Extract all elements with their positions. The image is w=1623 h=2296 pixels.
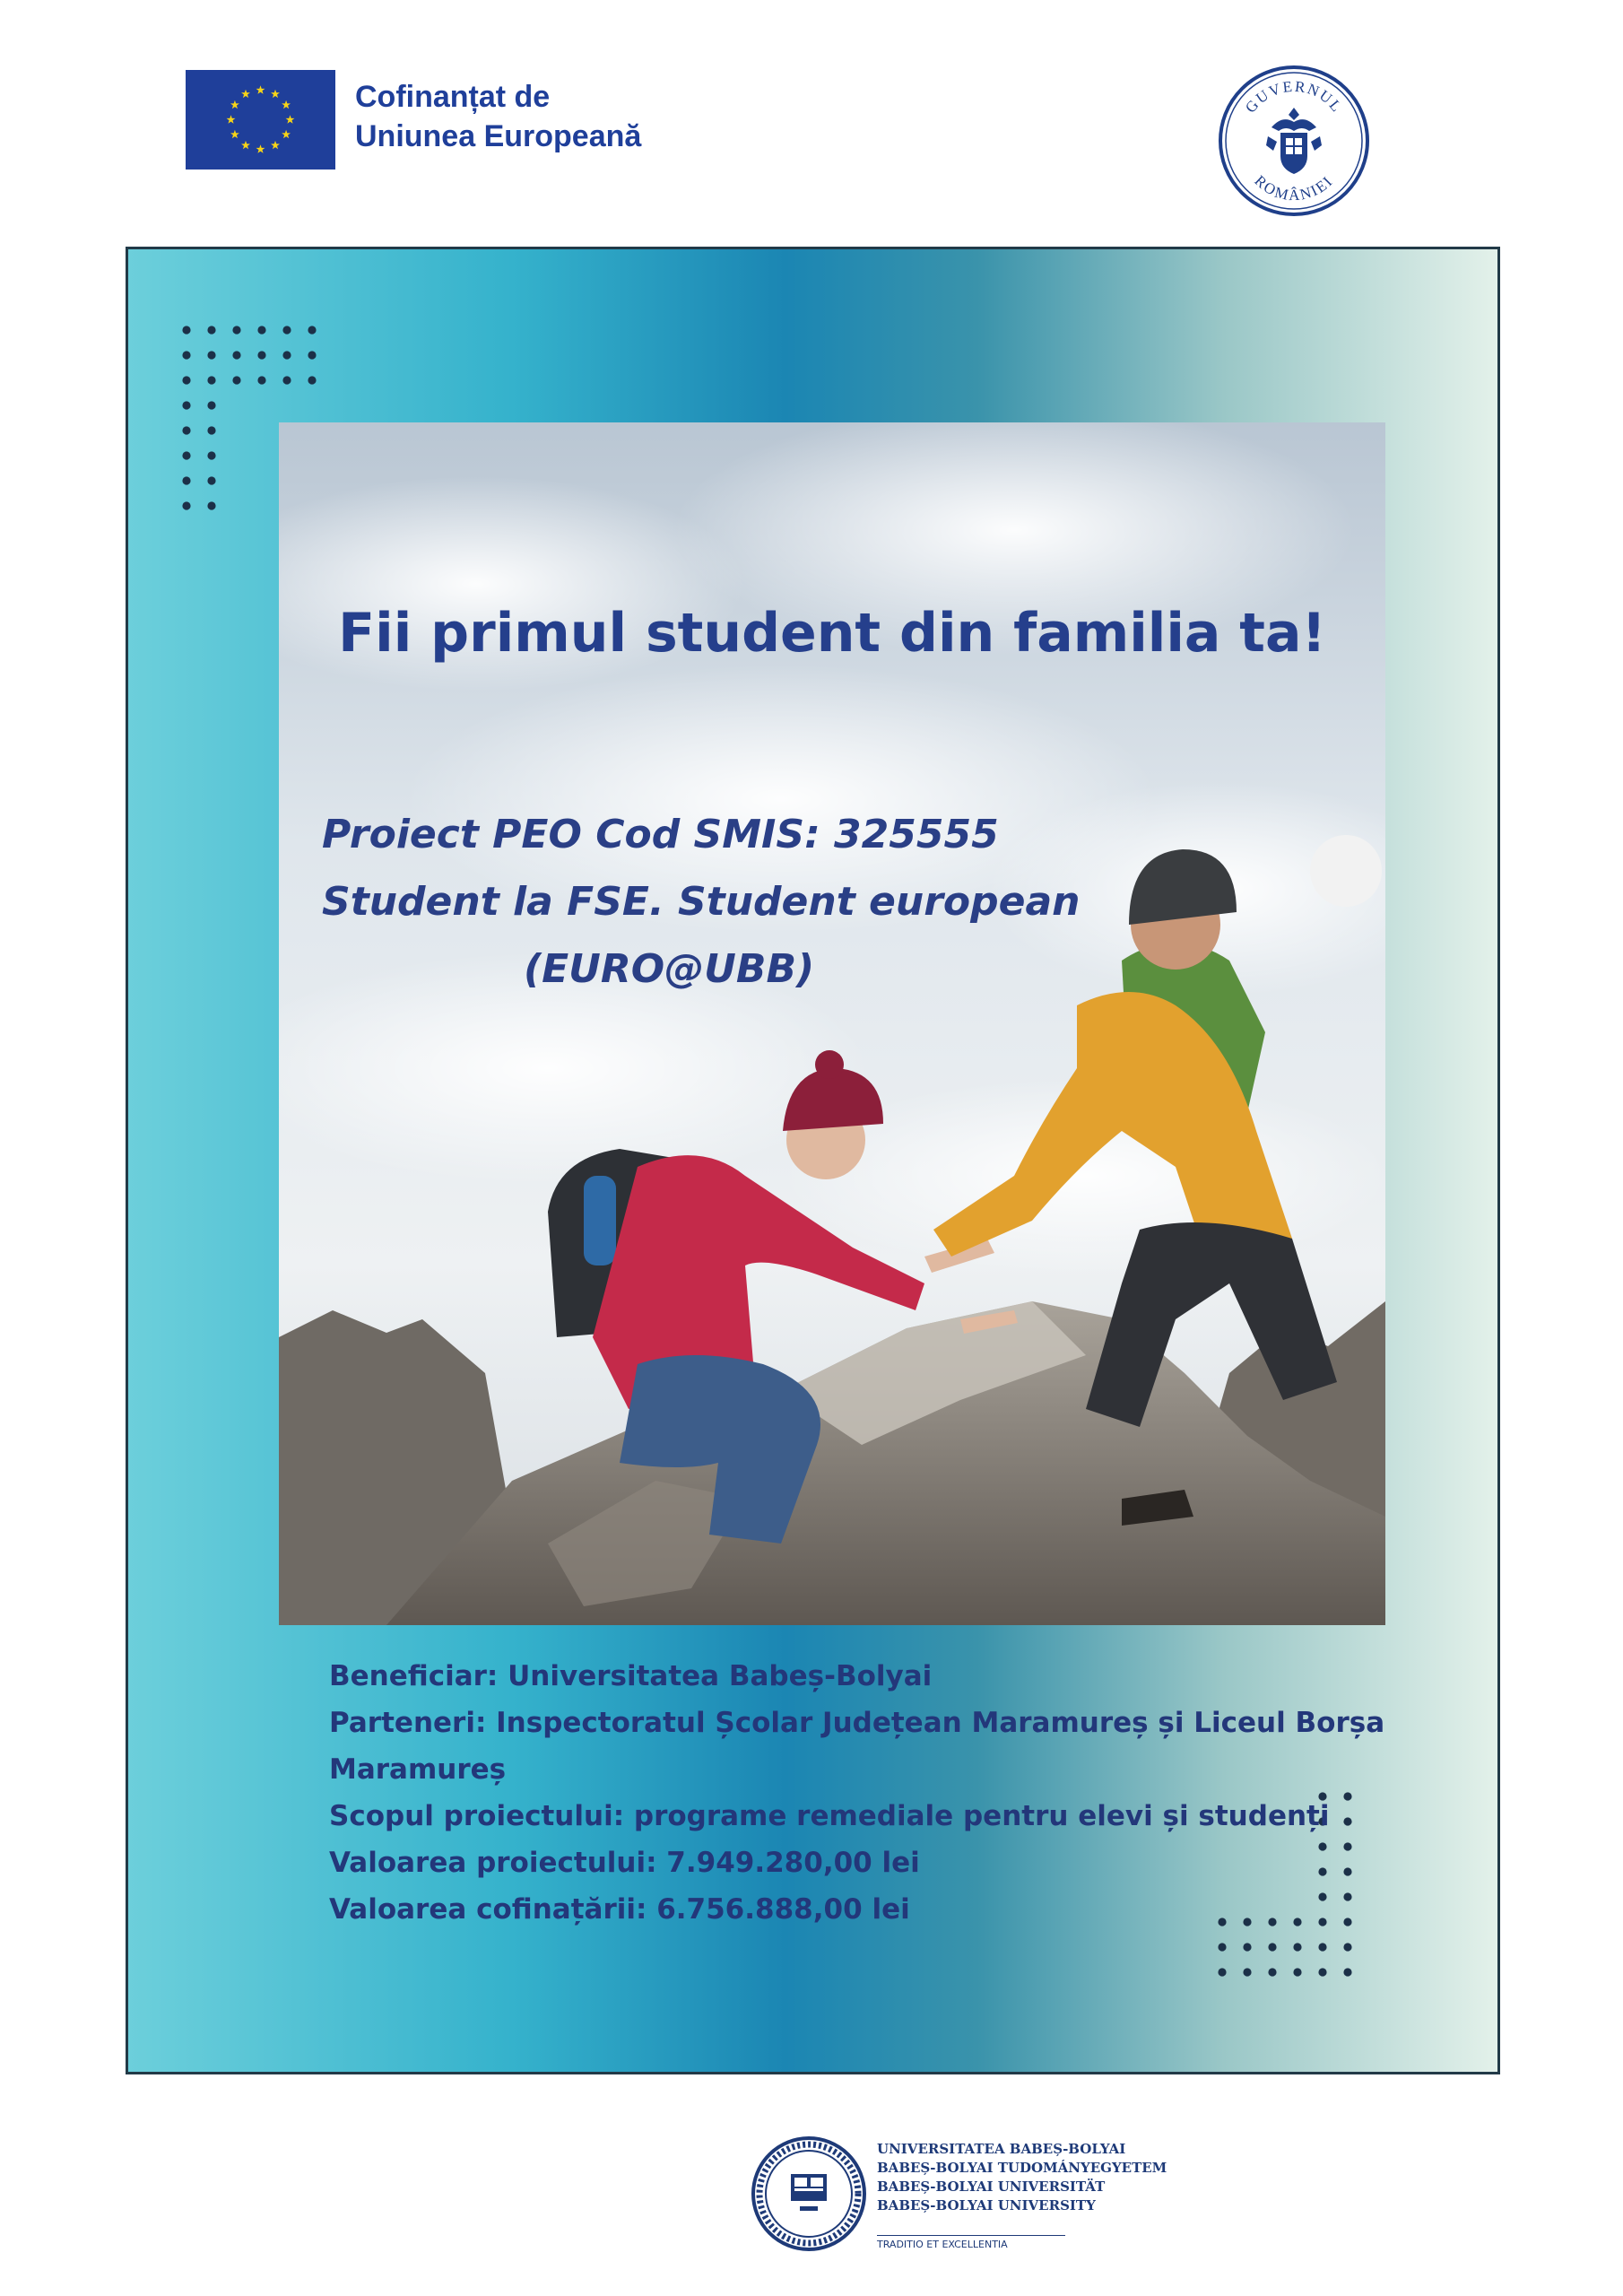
project-acronym-line: (EURO@UBB) (524, 946, 815, 992)
project-info-block (322, 801, 1081, 1003)
partners-line: Parteneri: Inspectoratul Școlar Județean Maramureș și Liceul Borșa (329, 1707, 1385, 1739)
poster-headline: Fii primul student din familia ta! (338, 602, 1326, 665)
decorative-dot (182, 501, 190, 509)
decorative-dot (1243, 1968, 1251, 1976)
decorative-dot (232, 376, 240, 384)
decorative-dot (282, 376, 291, 384)
decorative-dot (232, 351, 240, 359)
project-scope-line: Scopul proiectului: programe remediale pentru elevi și studenți (329, 1800, 1330, 1832)
decorative-dot (282, 351, 291, 359)
decorative-dot (182, 376, 190, 384)
decorative-dot (182, 476, 190, 484)
decorative-dot (1218, 1943, 1226, 1951)
eu-flag-icon (186, 70, 335, 170)
ubb-university-seal-icon (751, 2136, 866, 2251)
gov-seal-bottom-text: ROMÂNIEI (1251, 171, 1337, 204)
decorative-dot (308, 376, 316, 384)
project-code-line: Proiect PEO Cod SMIS: 325555 (322, 812, 999, 857)
eu-cofinancing-label (355, 77, 641, 156)
hikers-photo (279, 422, 1385, 1625)
cofinancing-value-line: Valoarea cofinațării: 6.756.888,00 lei (329, 1893, 910, 1926)
ubb-university-names (877, 2140, 1167, 2215)
beneficiary-line: Beneficiar: Universitatea Babeș-Bolyai (329, 1660, 933, 1692)
decorative-dot (308, 351, 316, 359)
decorative-dot (282, 326, 291, 334)
eu-label-line2: Uniunea Europeană (355, 119, 642, 153)
ubb-name-english: BABEȘ-BOLYAI UNIVERSITY (877, 2197, 1096, 2213)
ubb-name-german: BABEȘ-BOLYAI UNIVERSITÄT (877, 2179, 1106, 2195)
partners-line-continued: Maramureș (329, 1753, 507, 1786)
romanian-government-seal-icon (1218, 65, 1370, 217)
decorative-dot (1318, 1943, 1326, 1951)
decorative-dot (232, 326, 240, 334)
decorative-dot (257, 376, 265, 384)
decorative-dot (207, 401, 215, 409)
decorative-dot (1243, 1943, 1251, 1951)
decorative-dot (257, 326, 265, 334)
ubb-motto: TRADITIO ET EXCELLENTIA (877, 2239, 1008, 2250)
decorative-dot (207, 351, 215, 359)
decorative-dot (207, 376, 215, 384)
decorative-dot (182, 426, 190, 434)
decorative-dot (182, 401, 190, 409)
decorative-dot (1218, 1968, 1226, 1976)
decorative-dot (182, 351, 190, 359)
decorative-dot (182, 451, 190, 459)
decorative-dot (1268, 1943, 1276, 1951)
decorative-dot (1343, 1968, 1351, 1976)
poster-panel (126, 247, 1500, 2074)
ubb-name-romanian: UNIVERSITATEA BABEȘ-BOLYAI (877, 2141, 1126, 2157)
eu-label-line1: Cofinanțat de (355, 80, 551, 114)
decorative-dot (207, 451, 215, 459)
decorative-dot (182, 326, 190, 334)
decorative-dot (1318, 1968, 1326, 1976)
decorative-dot (1293, 1943, 1301, 1951)
project-value-line: Valoarea proiectului: 7.949.280,00 lei (329, 1847, 920, 1879)
decorative-dot (308, 326, 316, 334)
ubb-name-hungarian: BABEȘ-BOLYAI TUDOMÁNYEGYETEM (877, 2160, 1167, 2176)
decorative-dot (207, 476, 215, 484)
gov-seal-top-text: GUVERNUL (1241, 77, 1347, 117)
decorative-dot (1343, 1943, 1351, 1951)
decorative-dot (207, 326, 215, 334)
project-details (329, 1653, 1405, 1933)
decorative-dot (207, 501, 215, 509)
decorative-dot (257, 351, 265, 359)
decorative-dot (1293, 1968, 1301, 1976)
project-title-line: Student la FSE. Student european (322, 879, 1081, 925)
ubb-divider (877, 2235, 1065, 2236)
decorative-dot (207, 426, 215, 434)
decorative-dot (1268, 1968, 1276, 1976)
